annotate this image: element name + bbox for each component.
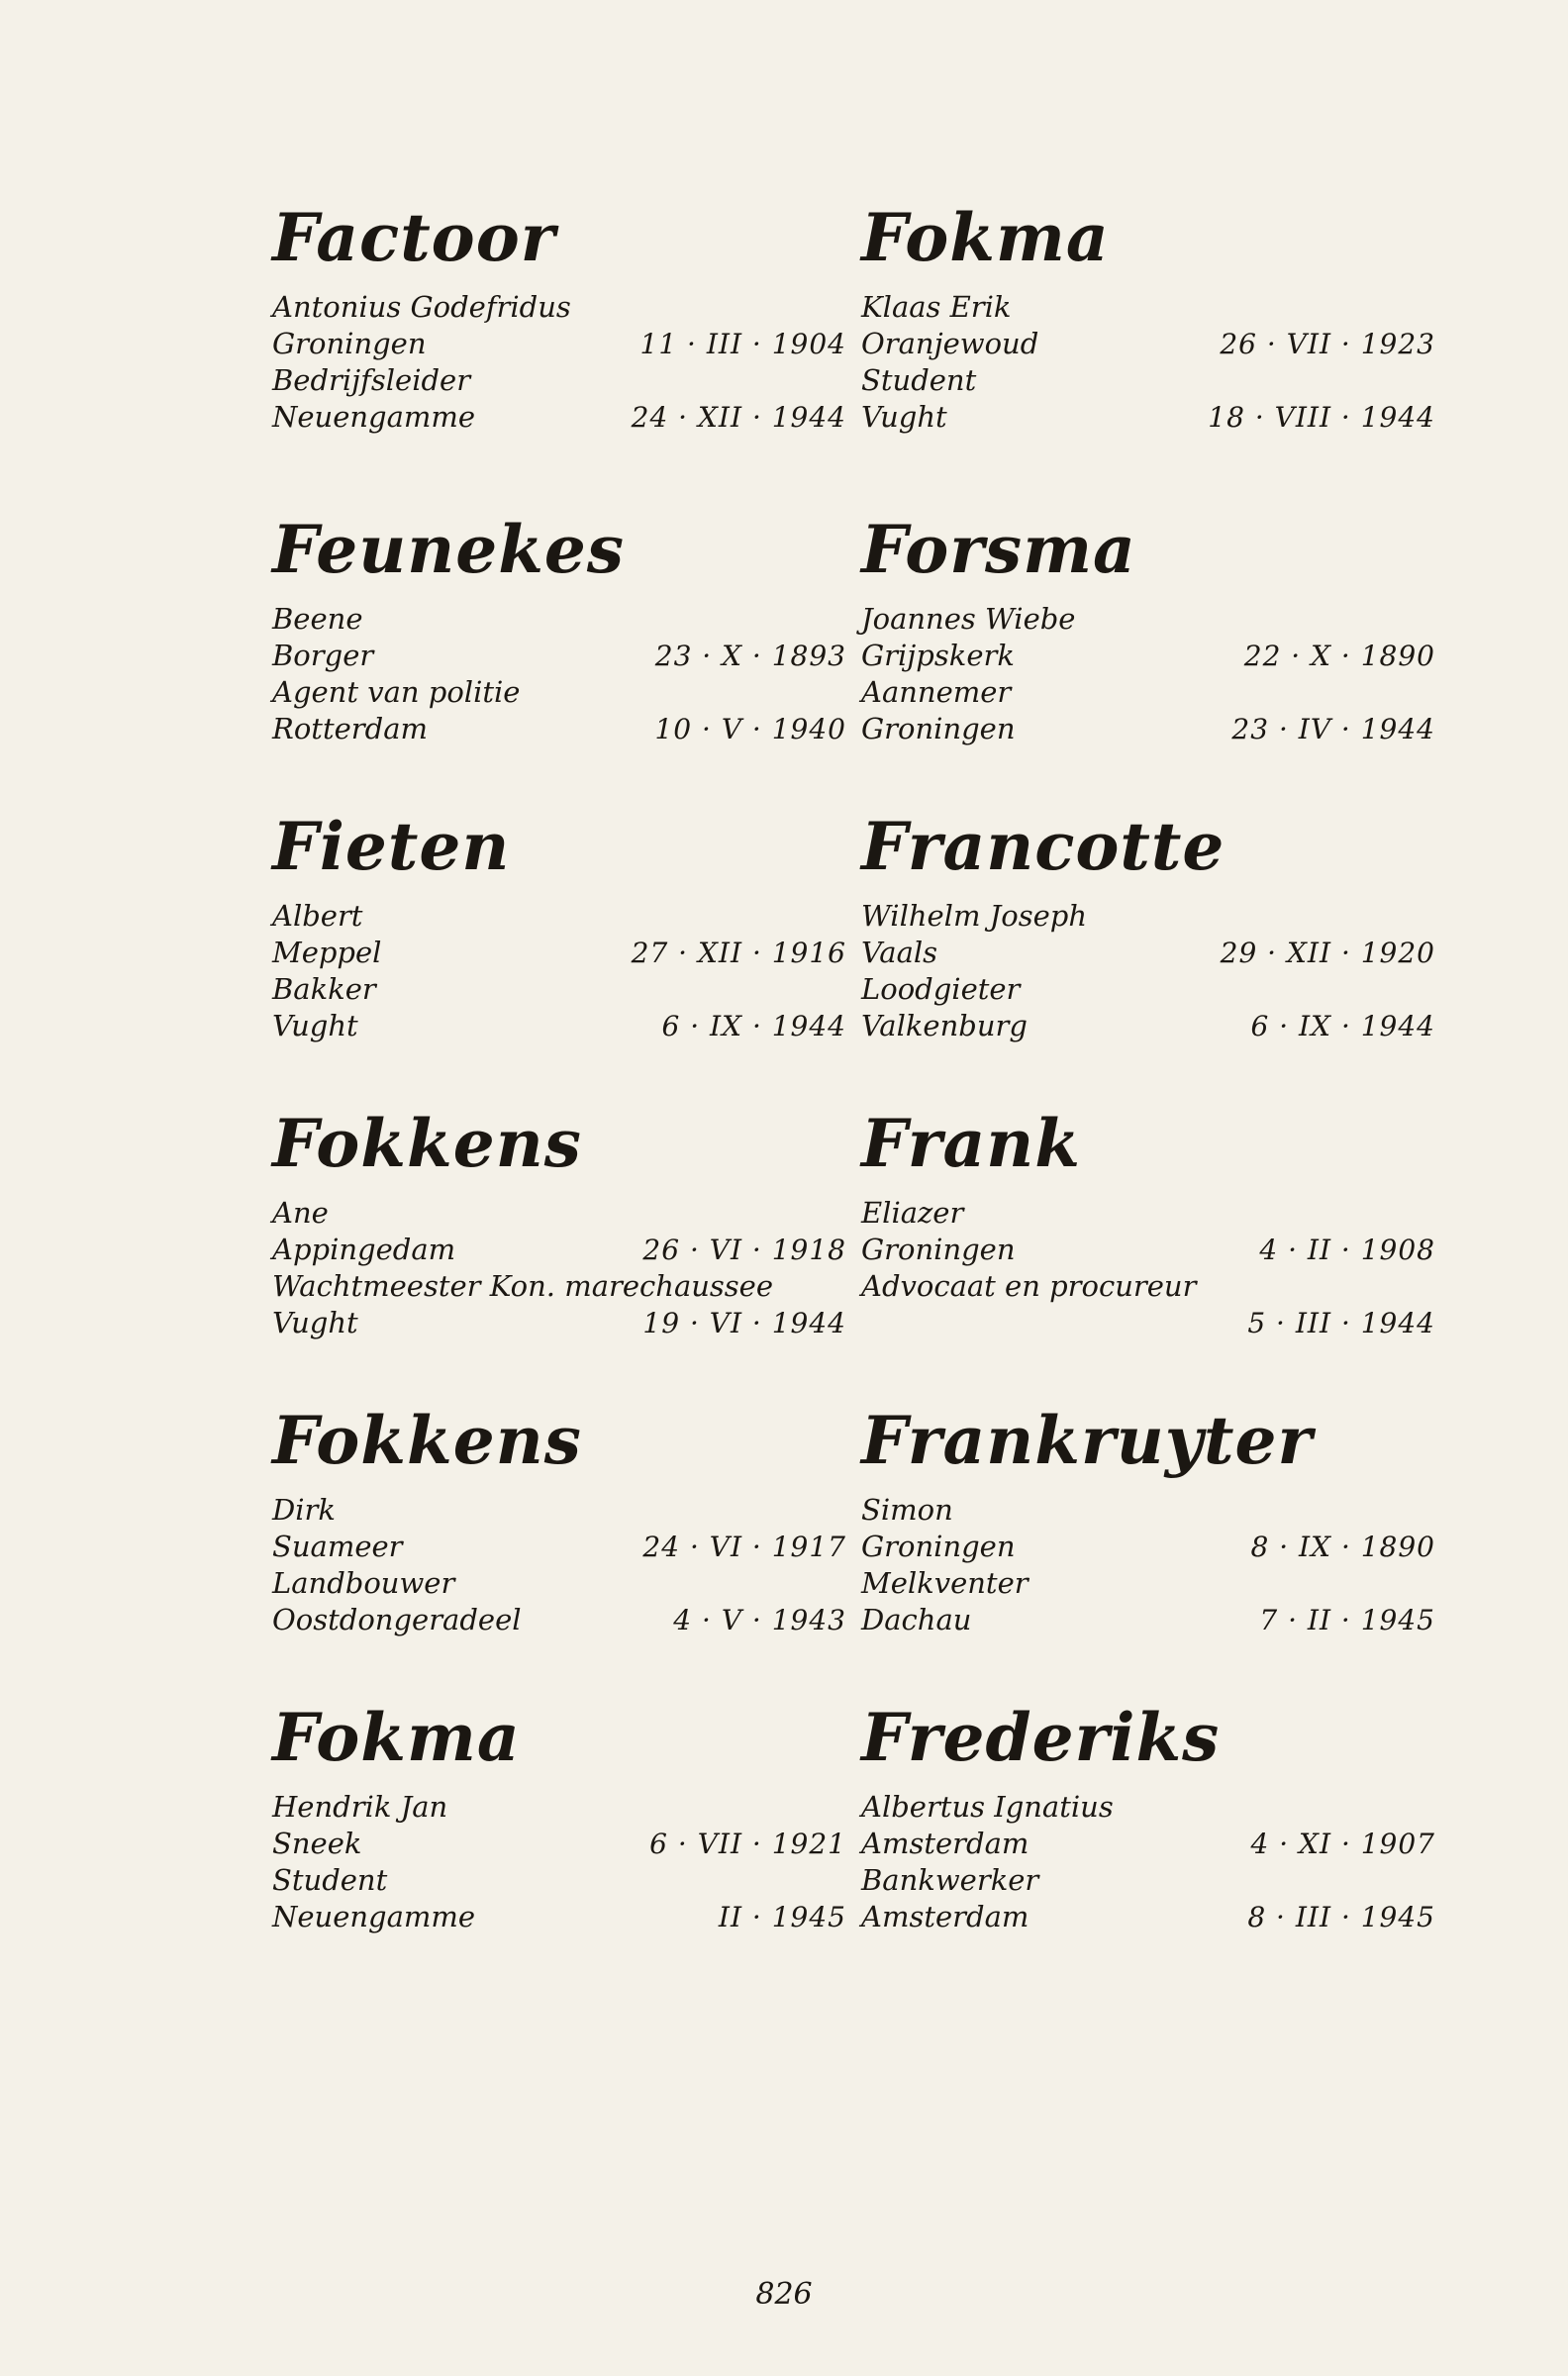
death-date: 10 · V · 1940: [654, 713, 846, 745]
entry-details: [861, 289, 1435, 436]
surname: Frank: [861, 1105, 1081, 1182]
given-names-line: [272, 601, 846, 638]
occupation-line: [861, 1862, 1435, 1899]
death-line: [861, 711, 1435, 747]
entry-details: [272, 1789, 846, 1935]
birth-date: 4 · XI · 1907: [1250, 1828, 1435, 1860]
death-place: Neuengamme: [272, 400, 476, 434]
given-names-line: [272, 898, 846, 935]
entry-details: [861, 601, 1435, 747]
occupation: Wachtmeester Kon. marechaussee: [272, 1269, 773, 1303]
death-line: [861, 1008, 1435, 1044]
occupation-line: [272, 1268, 846, 1305]
occupation: Bankwerker: [861, 1863, 1039, 1897]
given-names-line: [861, 601, 1435, 638]
occupation: Landbouwer: [272, 1566, 455, 1600]
surname: Fokma: [272, 1699, 521, 1776]
surname: Fieten: [272, 808, 511, 885]
person-entry: [272, 1104, 846, 1341]
birthplace: Suameer: [272, 1530, 403, 1563]
death-place: Vught: [272, 1306, 358, 1339]
person-entry: [861, 1698, 1435, 1935]
occupation-line: [861, 1565, 1435, 1602]
death-place: Dachau: [861, 1603, 972, 1636]
death-date: 7 · II · 1945: [1259, 1604, 1435, 1636]
occupation: Aannemer: [861, 675, 1012, 709]
occupation-line: [272, 362, 846, 399]
given-names: Beene: [272, 602, 363, 636]
death-place: Valkenburg: [861, 1009, 1028, 1042]
birth-line: [272, 326, 846, 362]
death-line: [272, 399, 846, 436]
birth-date: 27 · XII · 1916: [631, 937, 846, 969]
birth-date: 24 · VI · 1917: [642, 1531, 846, 1563]
given-names-line: [272, 289, 846, 326]
death-date: 6 · IX · 1944: [661, 1010, 846, 1042]
occupation: Melkventer: [861, 1566, 1029, 1600]
person-entry: [272, 1401, 846, 1638]
given-names-line: [861, 898, 1435, 935]
given-names: Ane: [272, 1196, 329, 1230]
entry-details: [272, 1492, 846, 1638]
surname: Forsma: [861, 511, 1136, 588]
birth-line: [861, 326, 1435, 362]
occupation-line: [861, 362, 1435, 399]
death-line: [861, 1899, 1435, 1935]
occupation: Agent van politie: [272, 675, 521, 709]
death-line: [861, 1602, 1435, 1638]
death-line: [272, 1305, 846, 1341]
entry-details: [861, 1789, 1435, 1935]
entry-details: [272, 601, 846, 747]
occupation-line: [272, 1565, 846, 1602]
given-names-line: [861, 1195, 1435, 1232]
surname: Frankruyter: [861, 1402, 1314, 1479]
surname: Feunekes: [272, 511, 626, 588]
birth-date: 29 · XII · 1920: [1220, 937, 1435, 969]
occupation: Bedrijfsleider: [272, 363, 471, 397]
birthplace: Vaals: [861, 936, 938, 969]
given-names-line: [272, 1492, 846, 1529]
occupation-line: [272, 1862, 846, 1899]
occupation: Bakker: [272, 972, 376, 1006]
person-entry: [272, 807, 846, 1044]
birth-date: 4 · II · 1908: [1259, 1234, 1435, 1266]
death-date: 19 · VI · 1944: [642, 1307, 846, 1339]
occupation: Student: [272, 1863, 388, 1897]
entry-details: [272, 898, 846, 1044]
surname: Fokkens: [272, 1105, 582, 1182]
given-names: Eliazer: [861, 1196, 964, 1230]
death-place: Oostdongeradeel: [272, 1603, 522, 1636]
birth-date: 26 · VII · 1923: [1220, 328, 1435, 360]
person-entry: [861, 1104, 1435, 1341]
death-date: 23 · IV · 1944: [1231, 713, 1435, 745]
given-names: Joannes Wiebe: [861, 602, 1076, 636]
death-place: Groningen: [861, 712, 1016, 745]
birth-line: [861, 638, 1435, 674]
death-date: 24 · XII · 1944: [631, 401, 846, 434]
birthplace: Amsterdam: [861, 1827, 1029, 1860]
death-place: Vught: [272, 1009, 358, 1042]
given-names: Albert: [272, 899, 363, 933]
birthplace: Meppel: [272, 936, 382, 969]
death-date: 6 · IX · 1944: [1250, 1010, 1435, 1042]
birth-date: 22 · X · 1890: [1243, 640, 1435, 672]
birth-line: [272, 1826, 846, 1862]
death-place: Neuengamme: [272, 1900, 476, 1933]
death-line: [272, 1602, 846, 1638]
given-names: Klaas Erik: [861, 290, 1012, 324]
surname: Factoor: [272, 199, 556, 276]
person-entry: [272, 510, 846, 747]
entry-details: [272, 1195, 846, 1341]
page-number: 826: [755, 2277, 813, 2312]
birth-date: 23 · X · 1893: [654, 640, 846, 672]
birthplace: Borger: [272, 639, 374, 672]
death-place: Rotterdam: [272, 712, 428, 745]
birth-line: [272, 1529, 846, 1565]
entry-details: [861, 1195, 1435, 1341]
death-line: [861, 399, 1435, 436]
birth-date: 8 · IX · 1890: [1250, 1531, 1435, 1563]
birthplace: Groningen: [272, 327, 427, 360]
birth-line: [272, 1232, 846, 1268]
birthplace: Grijpskerk: [861, 639, 1015, 672]
birthplace: Oranjewoud: [861, 327, 1039, 360]
given-names: Dirk: [272, 1493, 336, 1527]
birth-date: 11 · III · 1904: [639, 328, 846, 360]
birthplace: Sneek: [272, 1827, 362, 1860]
given-names: Wilhelm Joseph: [861, 899, 1088, 933]
occupation-line: [272, 674, 846, 711]
death-line: [272, 711, 846, 747]
given-names-line: [861, 1492, 1435, 1529]
given-names: Simon: [861, 1493, 953, 1527]
surname: Fokkens: [272, 1402, 582, 1479]
entry-details: [861, 898, 1435, 1044]
occupation-line: [861, 674, 1435, 711]
entry-details: [861, 1492, 1435, 1638]
death-line: [272, 1008, 846, 1044]
given-names-line: [861, 1789, 1435, 1826]
surname: Francotte: [861, 808, 1225, 885]
person-entry: [861, 510, 1435, 747]
given-names: Antonius Godefridus: [272, 290, 571, 324]
birthplace: Groningen: [861, 1530, 1016, 1563]
person-entry: [861, 1401, 1435, 1638]
given-names-line: [861, 289, 1435, 326]
person-entry: [272, 198, 846, 436]
given-names: Hendrik Jan: [272, 1790, 448, 1824]
person-entry: [861, 807, 1435, 1044]
person-entry: [272, 1698, 846, 1935]
entry-details: [272, 289, 846, 436]
death-date: 4 · V · 1943: [673, 1604, 846, 1636]
birth-line: [272, 935, 846, 971]
birth-date: 6 · VII · 1921: [649, 1828, 846, 1860]
occupation: Advocaat en procureur: [861, 1269, 1197, 1303]
death-date: II · 1945: [718, 1901, 846, 1933]
surname: Frederiks: [861, 1699, 1221, 1776]
birth-line: [861, 1529, 1435, 1565]
birthplace: Appingedam: [272, 1233, 456, 1266]
surname: Fokma: [861, 199, 1110, 276]
occupation: Student: [861, 363, 977, 397]
occupation-line: [861, 971, 1435, 1008]
death-date: 5 · III · 1944: [1247, 1307, 1435, 1339]
death-line: [861, 1305, 1435, 1341]
occupation-line: [861, 1268, 1435, 1305]
birth-line: [861, 935, 1435, 971]
death-date: 8 · III · 1945: [1247, 1901, 1435, 1933]
birth-date: 26 · VI · 1918: [642, 1234, 846, 1266]
death-place: Amsterdam: [861, 1900, 1029, 1933]
death-place: Vught: [861, 400, 947, 434]
birthplace: Groningen: [861, 1233, 1016, 1266]
death-date: 18 · VIII · 1944: [1208, 401, 1435, 434]
given-names-line: [272, 1195, 846, 1232]
given-names-line: [272, 1789, 846, 1826]
death-line: [272, 1899, 846, 1935]
occupation-line: [272, 971, 846, 1008]
occupation: Loodgieter: [861, 972, 1021, 1006]
birth-line: [272, 638, 846, 674]
person-entry: [861, 198, 1435, 436]
given-names: Albertus Ignatius: [861, 1790, 1114, 1824]
birth-line: [861, 1826, 1435, 1862]
birth-line: [861, 1232, 1435, 1268]
